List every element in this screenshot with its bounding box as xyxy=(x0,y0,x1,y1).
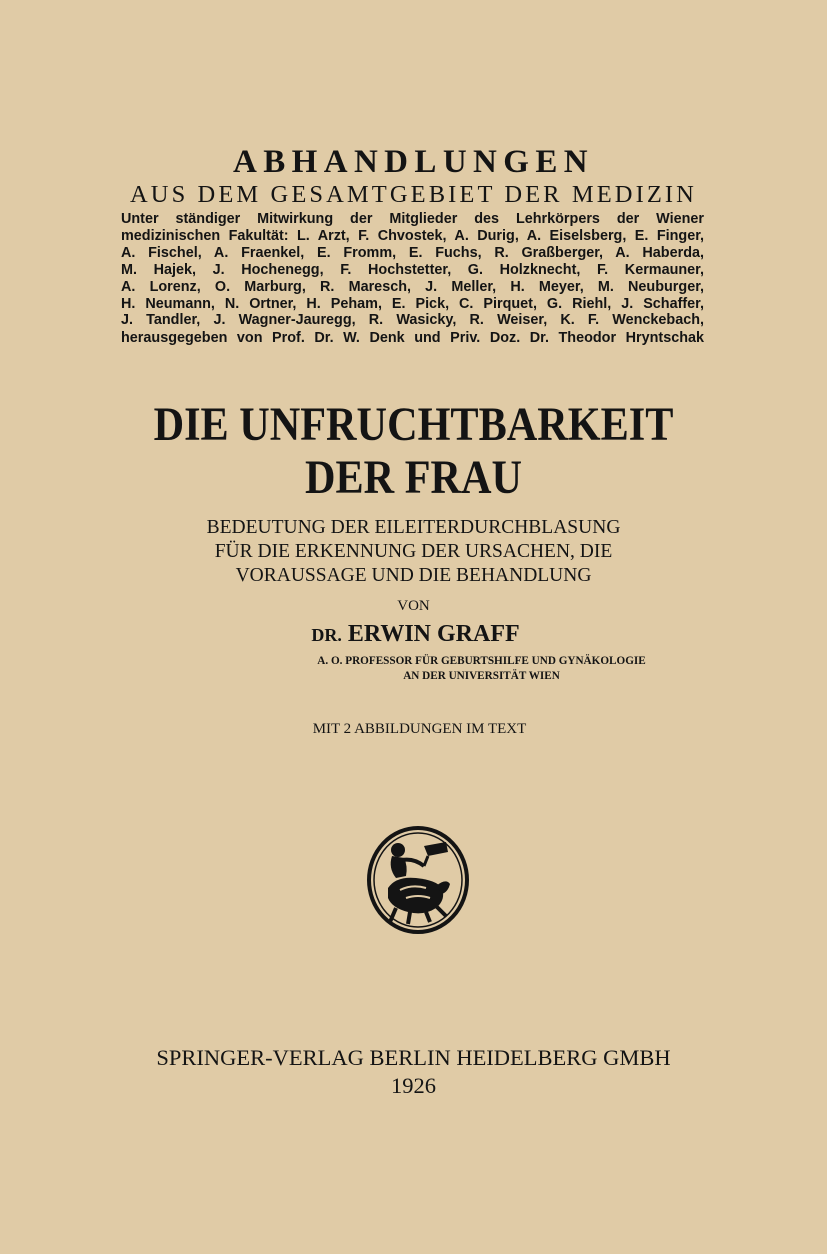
book-subtitle-line: FÜR DIE ERKENNUNG DER URSACHEN, DIE xyxy=(214,541,613,562)
author-prefix: DR. xyxy=(311,625,342,645)
book-subtitle-line: VORAUSSAGE UND DIE BEHANDLUNG xyxy=(235,565,592,586)
contributors-line: Unter ständiger Mitwirkung der Mitglieder des Lehrkörpers der Wiener xyxy=(121,211,704,227)
book-subtitle xyxy=(0,516,827,588)
contributors-line: H. Neumann, N. Ortner, H. Peham, E. Pick, C. Pirquet, G. Riehl, J. Schaffer, xyxy=(121,295,704,312)
book-title: DIE UNFRUCHTBARKEIT xyxy=(153,398,674,451)
affiliation-line: AN DER UNIVERSITÄT WIEN xyxy=(403,670,560,682)
book-title-line-2: DER FRAU xyxy=(304,451,523,504)
contributors-line: A. Lorenz, O. Marburg, R. Maresch, J. Meller, H. Meyer, M. Neuburger, xyxy=(121,278,704,295)
contributors-block xyxy=(121,211,704,329)
contributors-line: A. Fischel, A. Fraenkel, E. Fromm, E. Fuchs, R. Graßberger, A. Haberda, xyxy=(121,244,704,261)
series-title: ABHANDLUNGEN xyxy=(233,144,594,180)
publication-year: 1926 xyxy=(391,1073,436,1098)
contributors-line: medizinischen Fakultät: L. Arzt, F. Chvostek, A. Durig, A. Eiselsberg, E. Finger, xyxy=(121,227,704,244)
by-label: VON xyxy=(397,598,430,614)
affiliation-line: A. O. PROFESSOR FÜR GEBURTSHILFE UND GYNÄKOLOGIE xyxy=(317,655,646,667)
book-subtitle-line: BEDEUTUNG DER EILEITERDURCHBLASUNG xyxy=(206,517,621,538)
series-subtitle: AUS DEM GESAMTGEBIET DER MEDIZIN xyxy=(130,181,697,208)
contributors-line: M. Hajek, J. Hochenegg, F. Hochstetter, G. Holzknecht, F. Kermauner, xyxy=(121,261,704,278)
author xyxy=(0,619,827,650)
author-name: ERWIN GRAFF xyxy=(347,621,520,647)
publisher-name: SPRINGER-VERLAG BERLIN HEIDELBERG GMBH xyxy=(156,1045,671,1070)
contributors-line: J. Tandler, J. Wagner-Jauregg, R. Wasicky, R. Weiser, K. F. Wenckebach, xyxy=(121,312,704,329)
springer-knight-emblem-icon xyxy=(366,826,470,934)
illustrations-note: MIT 2 ABBILDUNGEN IM TEXT xyxy=(312,721,527,737)
editors-line: herausgegeben von Prof. Dr. W. Denk und Priv. Doz. Dr. Theodor Hryntschak xyxy=(121,330,704,346)
author-affiliation xyxy=(0,654,827,684)
